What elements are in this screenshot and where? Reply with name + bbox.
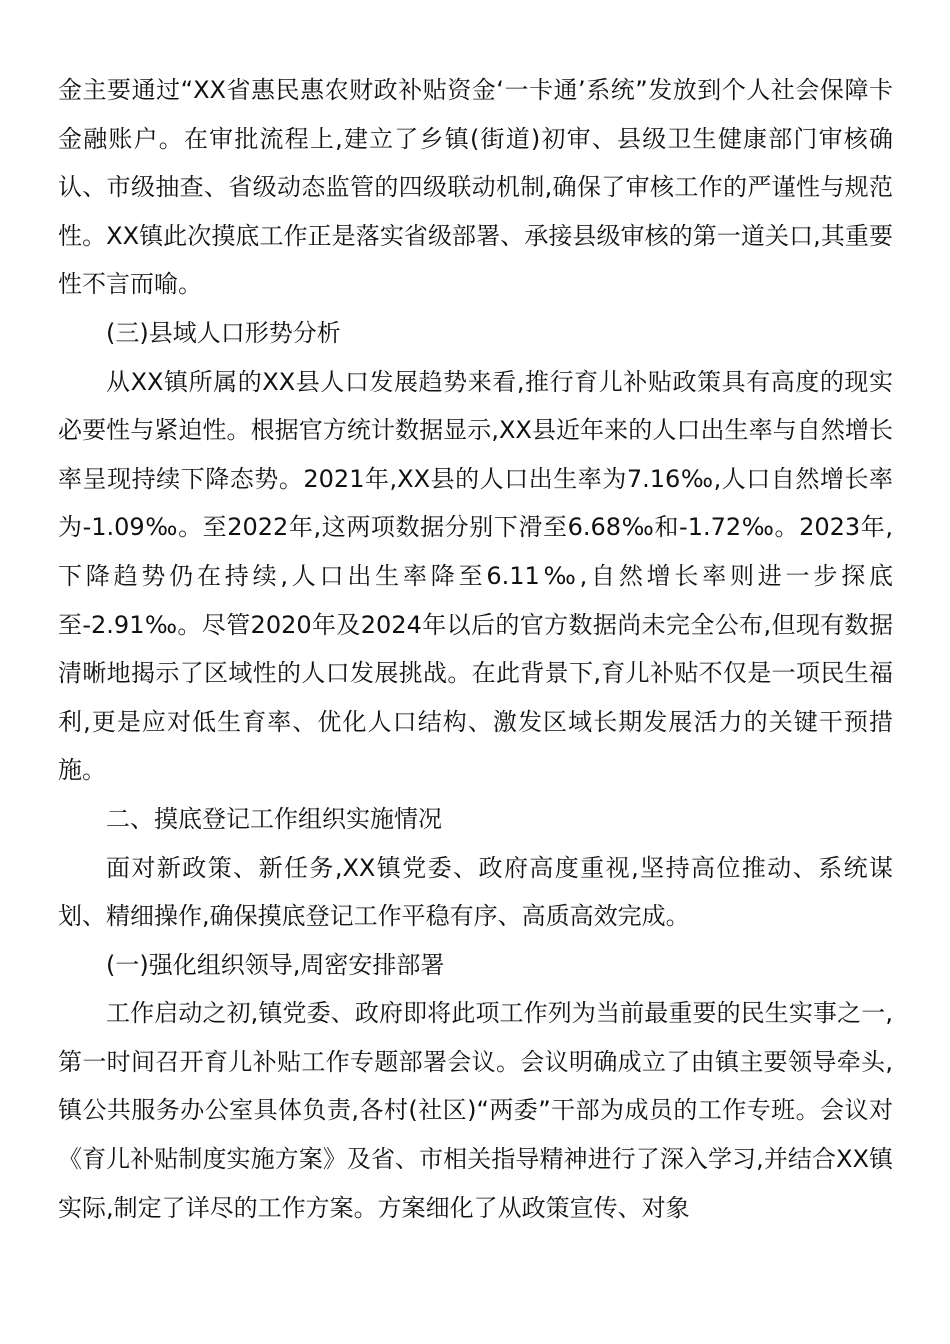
document-page xyxy=(58,66,893,1232)
paragraph-funding-channel: 金主要通过“XX省惠民惠农财政补贴资金‘一卡通’系统”发放到个人社会保障卡金融账户。在审批流程上,建立了乡镇(街道)初审、县级卫生健康部门审核确认、市级抽查、省级动态监管的四级联动机制,确保了审核工作的严谨性与规范性。XX镇此次摸底工作正是落实省级部署、承接县级审核的第一道关口,其重要性不言而喻。 xyxy=(58,76,893,299)
paragraph-population-trend: 从XX镇所属的XX县人口发展趋势来看,推行育儿补贴政策具有高度的现实必要性与紧迫性。根据官方统计数据显示,XX县近年来的人口出生率与自然增长率呈现持续下降态势。2021年,XX县的人口出生率为7.16‰,人口自然增长率为-1.09‰。至2022年,这两项数据分别下滑至6.68‰和-1.72‰。2023年,下降趋势仍在持续,人口出生率降至6.11‰,自然增长率则进一步探底至-2.91‰。尽管2020年及2024年以后的官方数据尚未完全公布,但现有数据清晰地揭示了区域性的人口发展挑战。在此背景下,育儿补贴不仅是一项民生福利,更是应对低生育率、优化人口结构、激发区域长期发展活力的关键干预措施。 xyxy=(58,367,893,785)
section-heading-population-analysis: (三)县域人口形势分析 xyxy=(106,318,341,347)
section-heading-organization-leadership: (一)强化组织领导,周密安排部署 xyxy=(106,950,445,979)
paragraph-implementation-overview: 面对新政策、新任务,XX镇党委、政府高度重视,坚持高位推动、系统谋划、精细操作,确保摸底登记工作平稳有序、高质高效完成。 xyxy=(58,853,893,931)
section-heading-registration-implementation: 二、摸底登记工作组织实施情况 xyxy=(106,804,442,833)
paragraph-organization-details: 工作启动之初,镇党委、政府即将此项工作列为当前最重要的民生实事之一,第一时间召开育儿补贴工作专题部署会议。会议明确成立了由镇主要领导牵头,镇公共服务办公室具体负责,各村(社区)“两委”干部为成员的工作专班。会议对《育儿补贴制度实施方案》及省、市相关指导精神进行了深入学习,并结合XX镇实际,制定了详尽的工作方案。方案细化了从政策宣传、对象 xyxy=(58,999,893,1222)
